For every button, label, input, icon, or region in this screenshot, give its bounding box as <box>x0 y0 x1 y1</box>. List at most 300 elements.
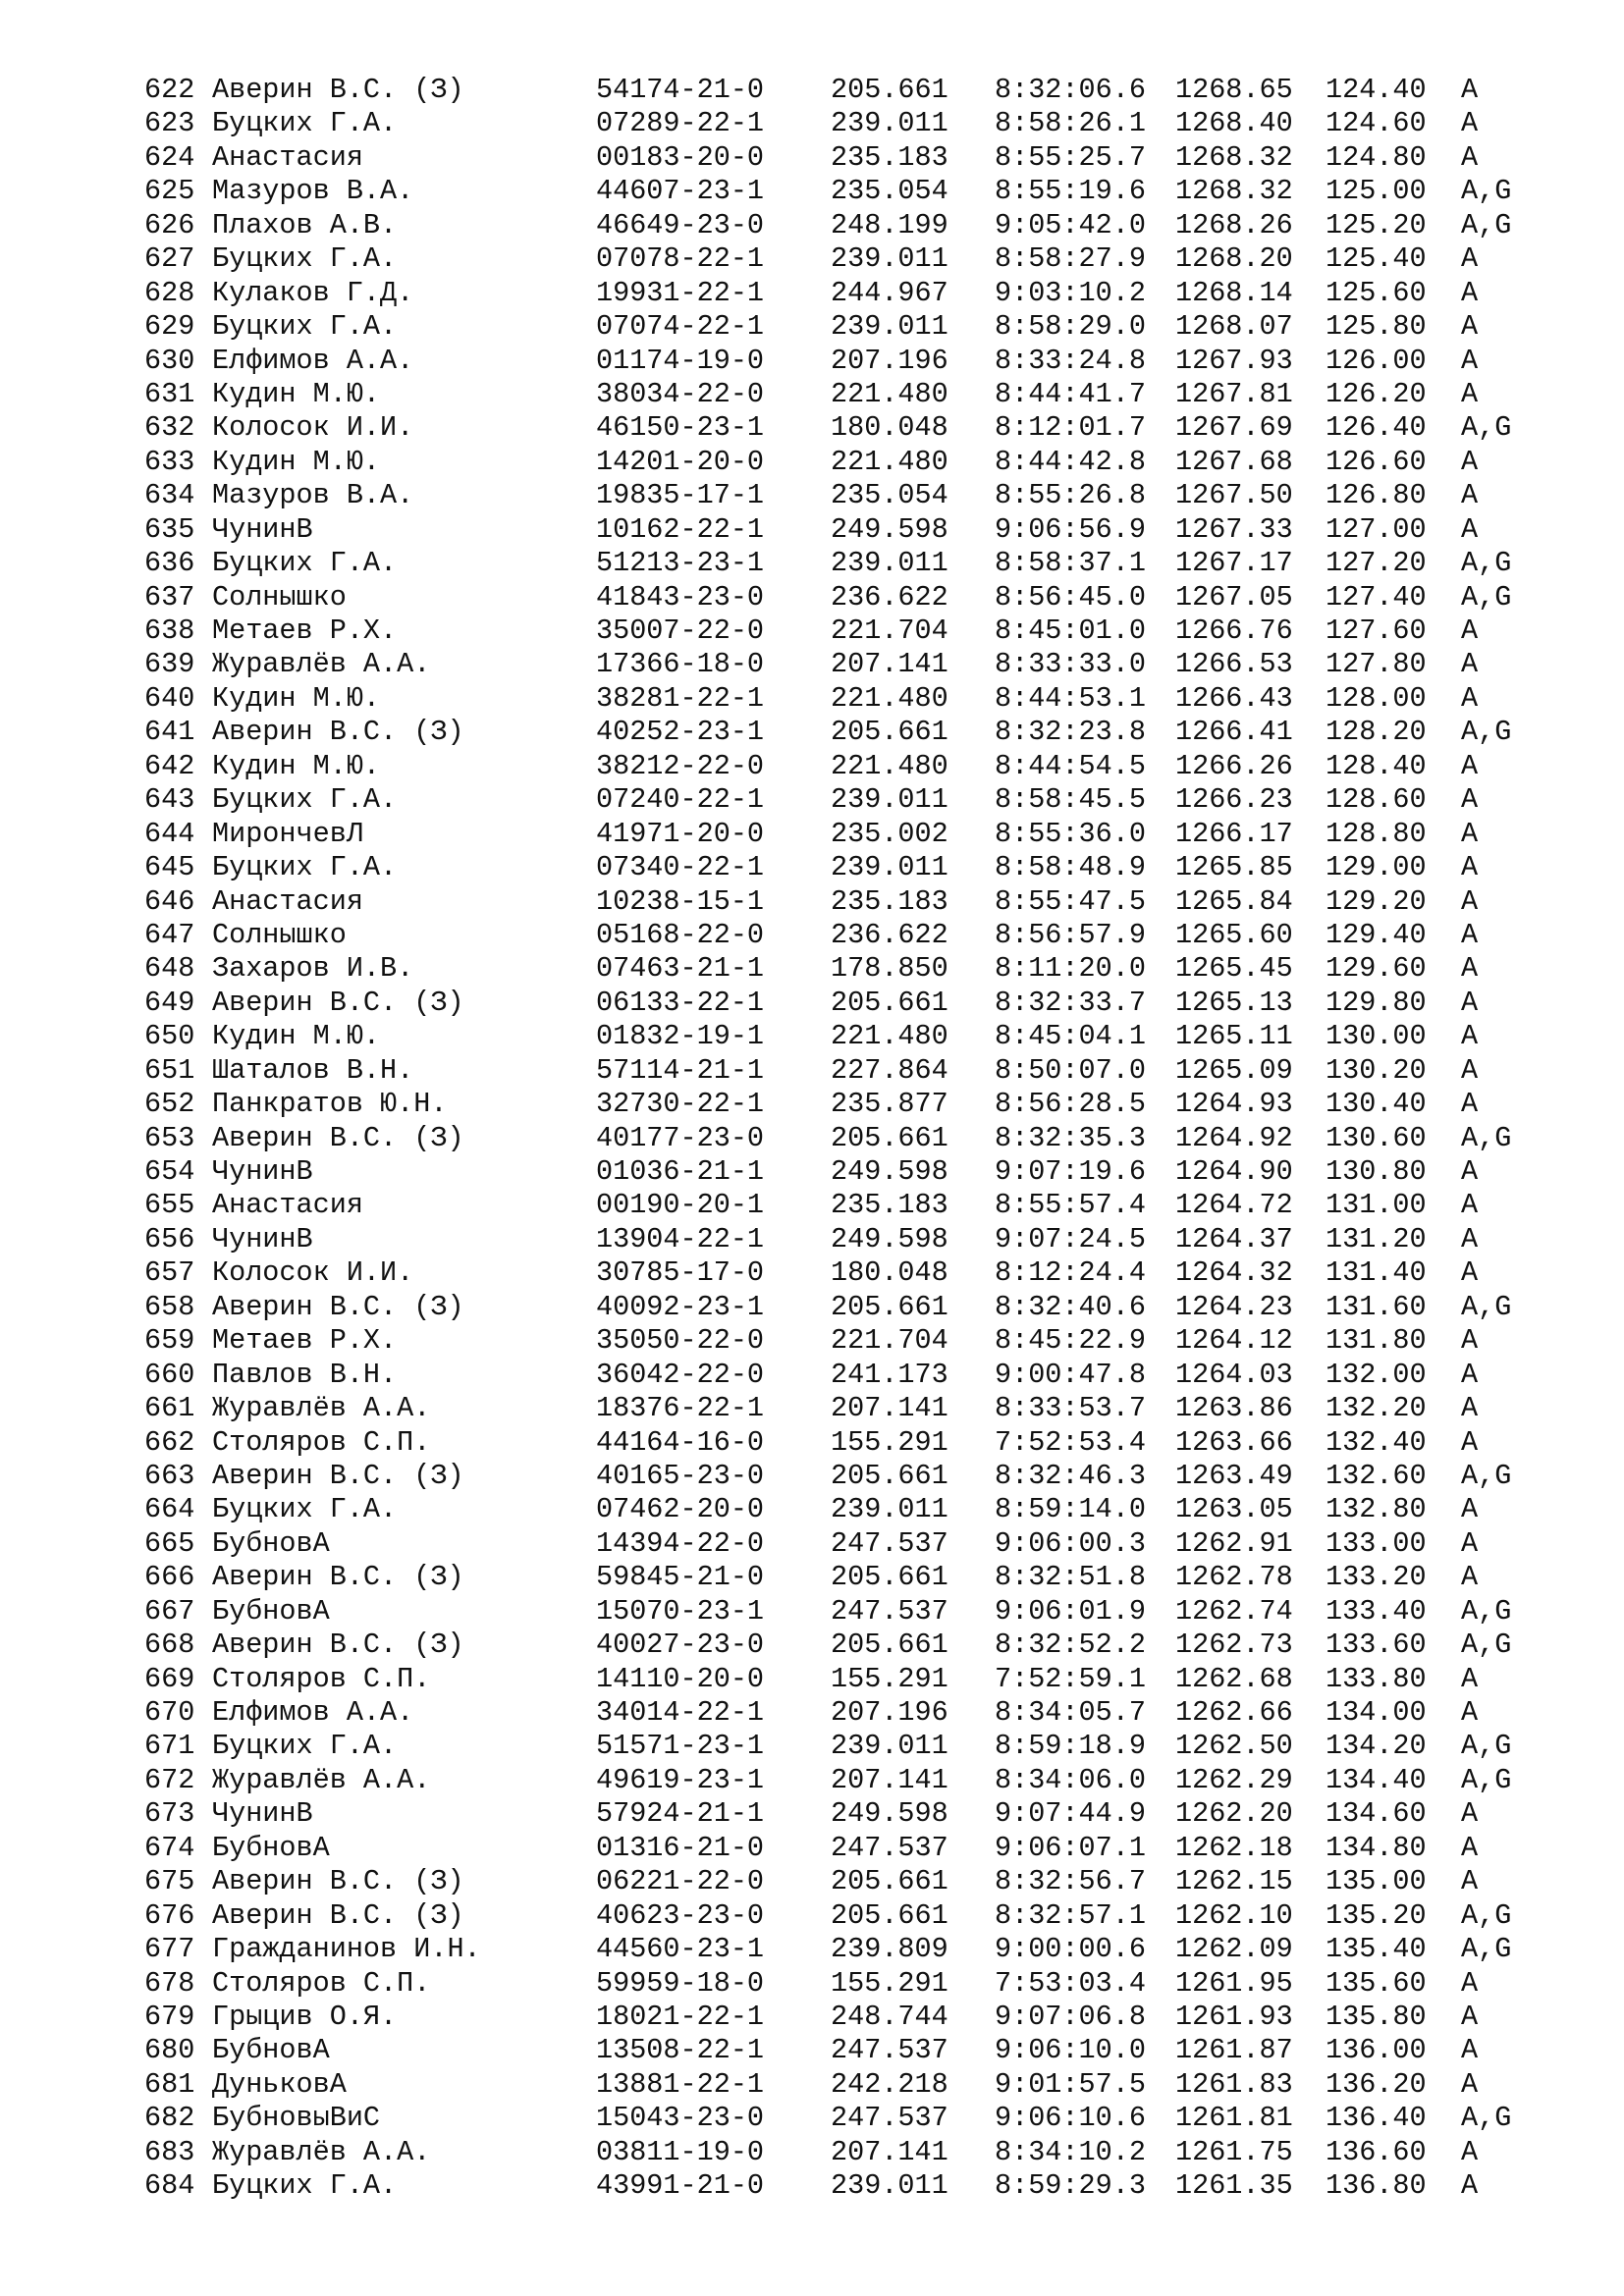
row-number: 668 <box>144 1629 195 1662</box>
arrival-time: 8:32:46.3 <box>995 1459 1146 1492</box>
points-value: 129.20 <box>1326 884 1427 918</box>
participant-name: БубновА <box>212 1594 330 1628</box>
distance-value: 249.598 <box>831 1155 948 1188</box>
speed-value: 1266.43 <box>1175 681 1293 715</box>
arrival-time: 8:45:01.0 <box>995 614 1146 647</box>
ring-number: 19931-22-1 <box>596 276 765 309</box>
flag-code: A <box>1461 1053 1479 1087</box>
speed-value: 1267.81 <box>1175 377 1293 410</box>
points-value: 126.40 <box>1326 411 1427 445</box>
row-number: 642 <box>144 749 195 782</box>
ring-number: 10162-22-1 <box>596 512 765 546</box>
speed-value: 1266.26 <box>1175 749 1293 782</box>
flag-code: A <box>1461 1425 1479 1459</box>
speed-value: 1268.65 <box>1175 74 1293 106</box>
participant-name: Журавлёв А.А. <box>212 648 431 681</box>
distance-value: 239.011 <box>831 242 948 276</box>
ring-number: 38034-22-0 <box>596 377 765 410</box>
flag-code: A,G <box>1461 1629 1512 1662</box>
ring-number: 41843-23-0 <box>596 580 765 614</box>
participant-name: Кудин М.Ю. <box>212 445 381 478</box>
ring-number: 13904-22-1 <box>596 1222 765 1255</box>
points-value: 134.20 <box>1326 1730 1427 1763</box>
speed-value: 1266.76 <box>1175 614 1293 647</box>
speed-value: 1267.68 <box>1175 445 1293 478</box>
row-number: 624 <box>144 140 195 174</box>
points-value: 126.60 <box>1326 445 1427 478</box>
participant-name: Журавлёв А.А. <box>212 1392 431 1425</box>
arrival-time: 8:58:37.1 <box>995 547 1146 580</box>
distance-value: 221.480 <box>831 681 948 715</box>
row-number: 665 <box>144 1526 195 1560</box>
participant-name: Аверин В.С. (З) <box>212 1561 464 1594</box>
points-value: 131.40 <box>1326 1256 1427 1290</box>
participant-name: Кудин М.Ю. <box>212 377 381 410</box>
distance-value: 180.048 <box>831 1256 948 1290</box>
speed-value: 1266.23 <box>1175 783 1293 817</box>
arrival-time: 8:12:01.7 <box>995 411 1146 445</box>
points-value: 126.80 <box>1326 479 1427 512</box>
speed-value: 1267.69 <box>1175 411 1293 445</box>
points-value: 133.60 <box>1326 1629 1427 1662</box>
ring-number: 10238-15-1 <box>596 884 765 918</box>
points-value: 135.60 <box>1326 1966 1427 2000</box>
speed-value: 1262.66 <box>1175 1696 1293 1729</box>
arrival-time: 8:34:05.7 <box>995 1696 1146 1729</box>
distance-value: 207.141 <box>831 1763 948 1796</box>
row-number: 632 <box>144 411 195 445</box>
flag-code: A <box>1461 681 1479 715</box>
flag-code: A,G <box>1461 1763 1512 1796</box>
row-number: 681 <box>144 2067 195 2101</box>
ring-number: 07462-20-0 <box>596 1493 765 1526</box>
arrival-time: 9:03:10.2 <box>995 276 1146 309</box>
ring-number: 40092-23-1 <box>596 1290 765 1323</box>
distance-value: 247.537 <box>831 1831 948 1864</box>
arrival-time: 8:32:51.8 <box>995 1561 1146 1594</box>
participant-name: Буцких Г.А. <box>212 242 398 276</box>
distance-value: 239.011 <box>831 107 948 140</box>
arrival-time: 8:58:48.9 <box>995 851 1146 884</box>
arrival-time: 8:59:29.3 <box>995 2169 1146 2203</box>
participant-name: Аверин В.С. (З) <box>212 1865 464 1898</box>
distance-value: 221.480 <box>831 1020 948 1053</box>
points-value: 131.80 <box>1326 1324 1427 1358</box>
speed-value: 1261.81 <box>1175 2102 1293 2135</box>
participant-name: Аверин В.С. (З) <box>212 1290 464 1323</box>
points-value: 136.60 <box>1326 2135 1427 2168</box>
flag-code: A <box>1461 1662 1479 1695</box>
arrival-time: 7:52:59.1 <box>995 1662 1146 1695</box>
distance-value: 242.218 <box>831 2067 948 2101</box>
arrival-time: 8:50:07.0 <box>995 1053 1146 1087</box>
arrival-time: 8:45:22.9 <box>995 1324 1146 1358</box>
speed-value: 1264.37 <box>1175 1222 1293 1255</box>
flag-code: A,G <box>1461 1730 1512 1763</box>
distance-value: 180.048 <box>831 411 948 445</box>
distance-value: 241.173 <box>831 1358 948 1391</box>
participant-name: Журавлёв А.А. <box>212 2135 431 2168</box>
ring-number: 15070-23-1 <box>596 1594 765 1628</box>
speed-value: 1261.35 <box>1175 2169 1293 2203</box>
speed-value: 1265.09 <box>1175 1053 1293 1087</box>
flag-code: A <box>1461 1324 1479 1358</box>
participant-name: БубновА <box>212 2034 330 2067</box>
speed-value: 1266.17 <box>1175 817 1293 850</box>
points-value: 136.20 <box>1326 2067 1427 2101</box>
arrival-time: 8:32:56.7 <box>995 1865 1146 1898</box>
row-number: 634 <box>144 479 195 512</box>
row-number: 673 <box>144 1797 195 1831</box>
flag-code: A <box>1461 2000 1479 2033</box>
distance-value: 178.850 <box>831 952 948 986</box>
row-number: 644 <box>144 817 195 850</box>
points-value: 128.60 <box>1326 783 1427 817</box>
flag-code: A <box>1461 107 1479 140</box>
points-value: 128.80 <box>1326 817 1427 850</box>
points-value: 133.40 <box>1326 1594 1427 1628</box>
points-value: 136.80 <box>1326 2169 1427 2203</box>
participant-name: Елфимов А.А. <box>212 344 414 377</box>
ring-number: 15043-23-0 <box>596 2102 765 2135</box>
flag-code: A,G <box>1461 208 1512 241</box>
points-value: 131.00 <box>1326 1189 1427 1222</box>
points-value: 126.20 <box>1326 377 1427 410</box>
row-number: 654 <box>144 1155 195 1188</box>
arrival-time: 9:07:06.8 <box>995 2000 1146 2033</box>
participant-name: Метаев Р.Х. <box>212 1324 398 1358</box>
flag-code: A <box>1461 783 1479 817</box>
points-value: 132.80 <box>1326 1493 1427 1526</box>
ring-number: 35050-22-0 <box>596 1324 765 1358</box>
ring-number: 40177-23-0 <box>596 1121 765 1154</box>
distance-value: 236.622 <box>831 918 948 951</box>
participant-name: МирончевЛ <box>212 817 363 850</box>
points-value: 128.20 <box>1326 716 1427 749</box>
distance-value: 239.011 <box>831 1493 948 1526</box>
flag-code: A <box>1461 1831 1479 1864</box>
speed-value: 1264.32 <box>1175 1256 1293 1290</box>
ring-number: 41971-20-0 <box>596 817 765 850</box>
arrival-time: 8:59:14.0 <box>995 1493 1146 1526</box>
arrival-time: 8:33:24.8 <box>995 344 1146 377</box>
arrival-time: 8:55:47.5 <box>995 884 1146 918</box>
speed-value: 1265.45 <box>1175 952 1293 986</box>
arrival-time: 8:56:57.9 <box>995 918 1146 951</box>
row-number: 660 <box>144 1358 195 1391</box>
row-number: 674 <box>144 1831 195 1864</box>
distance-value: 205.661 <box>831 1290 948 1323</box>
flag-code: A,G <box>1461 1898 1512 1932</box>
arrival-time: 8:11:20.0 <box>995 952 1146 986</box>
ring-number: 38212-22-0 <box>596 749 765 782</box>
speed-value: 1262.18 <box>1175 1831 1293 1864</box>
ring-number: 44164-16-0 <box>596 1425 765 1459</box>
participant-name: Аверин В.С. (З) <box>212 1459 464 1492</box>
flag-code: A,G <box>1461 175 1512 208</box>
speed-value: 1264.92 <box>1175 1121 1293 1154</box>
participant-name: Аверин В.С. (З) <box>212 1121 464 1154</box>
ring-number: 00190-20-1 <box>596 1189 765 1222</box>
row-number: 671 <box>144 1730 195 1763</box>
participant-name: Колосок И.И. <box>212 1256 414 1290</box>
participant-name: Грыцив О.Я. <box>212 2000 398 2033</box>
flag-code: A <box>1461 1020 1479 1053</box>
arrival-time: 8:12:24.4 <box>995 1256 1146 1290</box>
participant-name: Кудин М.Ю. <box>212 749 381 782</box>
participant-name: Плахов А.В. <box>212 208 398 241</box>
distance-value: 205.661 <box>831 986 948 1019</box>
flag-code: A <box>1461 1358 1479 1391</box>
flag-code: A <box>1461 1561 1479 1594</box>
points-value: 134.60 <box>1326 1797 1427 1831</box>
flag-code: A <box>1461 2067 1479 2101</box>
flag-code: A <box>1461 952 1479 986</box>
row-number: 641 <box>144 716 195 749</box>
points-value: 125.00 <box>1326 175 1427 208</box>
flag-code: A <box>1461 749 1479 782</box>
row-number: 643 <box>144 783 195 817</box>
arrival-time: 8:32:06.6 <box>995 74 1146 106</box>
row-number: 658 <box>144 1290 195 1323</box>
distance-value: 205.661 <box>831 1121 948 1154</box>
flag-code: A <box>1461 1696 1479 1729</box>
participant-name: Кудин М.Ю. <box>212 681 381 715</box>
participant-name: Кудин М.Ю. <box>212 1020 381 1053</box>
arrival-time: 9:00:00.6 <box>995 1933 1146 1966</box>
ring-number: 18021-22-1 <box>596 2000 765 2033</box>
flag-code: A <box>1461 1797 1479 1831</box>
distance-value: 235.002 <box>831 817 948 850</box>
row-number: 640 <box>144 681 195 715</box>
row-number: 633 <box>144 445 195 478</box>
flag-code: A <box>1461 817 1479 850</box>
row-number: 631 <box>144 377 195 410</box>
distance-value: 239.011 <box>831 547 948 580</box>
row-number: 677 <box>144 1933 195 1966</box>
speed-value: 1268.40 <box>1175 107 1293 140</box>
ring-number: 32730-22-1 <box>596 1088 765 1121</box>
speed-value: 1261.87 <box>1175 2034 1293 2067</box>
ring-number: 34014-22-1 <box>596 1696 765 1729</box>
flag-code: A <box>1461 1222 1479 1255</box>
ring-number: 07289-22-1 <box>596 107 765 140</box>
row-number: 637 <box>144 580 195 614</box>
row-number: 627 <box>144 242 195 276</box>
arrival-time: 8:55:36.0 <box>995 817 1146 850</box>
row-number: 653 <box>144 1121 195 1154</box>
ring-number: 38281-22-1 <box>596 681 765 715</box>
distance-value: 249.598 <box>831 1797 948 1831</box>
ring-number: 40165-23-0 <box>596 1459 765 1492</box>
ring-number: 07078-22-1 <box>596 242 765 276</box>
flag-code: A,G <box>1461 1121 1512 1154</box>
row-number: 678 <box>144 1966 195 2000</box>
points-value: 131.60 <box>1326 1290 1427 1323</box>
speed-value: 1262.73 <box>1175 1629 1293 1662</box>
speed-value: 1265.84 <box>1175 884 1293 918</box>
arrival-time: 8:32:57.1 <box>995 1898 1146 1932</box>
participant-name: Павлов В.Н. <box>212 1358 398 1391</box>
ring-number: 19835-17-1 <box>596 479 765 512</box>
row-number: 655 <box>144 1189 195 1222</box>
ring-number: 51571-23-1 <box>596 1730 765 1763</box>
arrival-time: 8:33:53.7 <box>995 1392 1146 1425</box>
participant-name: Столяров С.П. <box>212 1662 431 1695</box>
participant-name: Столяров С.П. <box>212 1966 431 2000</box>
participant-name: ЧунинВ <box>212 512 313 546</box>
row-number: 684 <box>144 2169 195 2203</box>
distance-value: 205.661 <box>831 74 948 106</box>
ring-number: 00183-20-0 <box>596 140 765 174</box>
arrival-time: 8:44:42.8 <box>995 445 1146 478</box>
points-value: 124.40 <box>1326 74 1427 106</box>
participant-name: Колосок И.И. <box>212 411 414 445</box>
flag-code: A,G <box>1461 411 1512 445</box>
speed-value: 1268.32 <box>1175 175 1293 208</box>
points-value: 127.00 <box>1326 512 1427 546</box>
points-value: 124.60 <box>1326 107 1427 140</box>
points-value: 133.00 <box>1326 1526 1427 1560</box>
speed-value: 1264.23 <box>1175 1290 1293 1323</box>
ring-number: 14110-20-0 <box>596 1662 765 1695</box>
distance-value: 221.480 <box>831 377 948 410</box>
distance-value: 221.480 <box>831 749 948 782</box>
participant-name: Панкратов Ю.Н. <box>212 1088 448 1121</box>
ring-number: 40252-23-1 <box>596 716 765 749</box>
flag-code: A <box>1461 986 1479 1019</box>
arrival-time: 8:55:25.7 <box>995 140 1146 174</box>
arrival-time: 8:33:33.0 <box>995 648 1146 681</box>
participant-name: Метаев Р.Х. <box>212 614 398 647</box>
speed-value: 1262.15 <box>1175 1865 1293 1898</box>
flag-code: A,G <box>1461 1933 1512 1966</box>
row-number: 656 <box>144 1222 195 1255</box>
participant-name: ДуньковА <box>212 2067 347 2101</box>
row-number: 647 <box>144 918 195 951</box>
arrival-time: 9:06:10.0 <box>995 2034 1146 2067</box>
distance-value: 239.011 <box>831 783 948 817</box>
arrival-time: 8:32:35.3 <box>995 1121 1146 1154</box>
participant-name: Буцких Г.А. <box>212 547 398 580</box>
row-number: 659 <box>144 1324 195 1358</box>
distance-value: 221.704 <box>831 1324 948 1358</box>
arrival-time: 8:34:10.2 <box>995 2135 1146 2168</box>
ring-number: 01832-19-1 <box>596 1020 765 1053</box>
arrival-time: 9:05:42.0 <box>995 208 1146 241</box>
speed-value: 1262.74 <box>1175 1594 1293 1628</box>
row-number: 649 <box>144 986 195 1019</box>
speed-value: 1266.41 <box>1175 716 1293 749</box>
participant-name: Мазуров В.А. <box>212 479 414 512</box>
row-number: 651 <box>144 1053 195 1087</box>
row-number: 650 <box>144 1020 195 1053</box>
row-number: 648 <box>144 952 195 986</box>
distance-value: 239.011 <box>831 2169 948 2203</box>
flag-code: A,G <box>1461 1290 1512 1323</box>
distance-value: 239.011 <box>831 851 948 884</box>
speed-value: 1262.68 <box>1175 1662 1293 1695</box>
speed-value: 1261.83 <box>1175 2067 1293 2101</box>
points-value: 129.60 <box>1326 952 1427 986</box>
ring-number: 49619-23-1 <box>596 1763 765 1796</box>
flag-code: A <box>1461 74 1479 106</box>
arrival-time: 9:00:47.8 <box>995 1358 1146 1391</box>
points-value: 125.60 <box>1326 276 1427 309</box>
points-value: 128.40 <box>1326 749 1427 782</box>
participant-name: Буцких Г.А. <box>212 2169 398 2203</box>
participant-name: БубновА <box>212 1526 330 1560</box>
points-value: 129.00 <box>1326 851 1427 884</box>
arrival-time: 8:58:29.0 <box>995 310 1146 344</box>
points-value: 134.00 <box>1326 1696 1427 1729</box>
arrival-time: 7:53:03.4 <box>995 1966 1146 2000</box>
participant-name: Буцких Г.А. <box>212 1493 398 1526</box>
row-number: 646 <box>144 884 195 918</box>
arrival-time: 8:44:41.7 <box>995 377 1146 410</box>
ring-number: 05168-22-0 <box>596 918 765 951</box>
arrival-time: 8:55:26.8 <box>995 479 1146 512</box>
ring-number: 01316-21-0 <box>596 1831 765 1864</box>
participant-name: Столяров С.П. <box>212 1425 431 1459</box>
flag-code: A <box>1461 1865 1479 1898</box>
speed-value: 1261.93 <box>1175 2000 1293 2033</box>
row-number: 666 <box>144 1561 195 1594</box>
flag-code: A <box>1461 512 1479 546</box>
row-number: 636 <box>144 547 195 580</box>
arrival-time: 9:07:19.6 <box>995 1155 1146 1188</box>
flag-code: A <box>1461 310 1479 344</box>
ring-number: 07463-21-1 <box>596 952 765 986</box>
distance-value: 205.661 <box>831 716 948 749</box>
flag-code: A <box>1461 614 1479 647</box>
participant-name: Солнышко <box>212 580 347 614</box>
row-number: 664 <box>144 1493 195 1526</box>
ring-number: 06221-22-0 <box>596 1865 765 1898</box>
ring-number: 59959-18-0 <box>596 1966 765 2000</box>
row-number: 669 <box>144 1662 195 1695</box>
speed-value: 1264.03 <box>1175 1358 1293 1391</box>
participant-name: Аверин В.С. (З) <box>212 74 464 106</box>
participant-name: Аверин В.С. (З) <box>212 1629 464 1662</box>
ring-number: 40623-23-0 <box>596 1898 765 1932</box>
arrival-time: 9:06:00.3 <box>995 1526 1146 1560</box>
points-value: 134.80 <box>1326 1831 1427 1864</box>
ring-number: 46150-23-1 <box>596 411 765 445</box>
row-number: 638 <box>144 614 195 647</box>
row-number: 676 <box>144 1898 195 1932</box>
speed-value: 1262.10 <box>1175 1898 1293 1932</box>
arrival-time: 8:58:26.1 <box>995 107 1146 140</box>
participant-name: Журавлёв А.А. <box>212 1763 431 1796</box>
arrival-time: 8:32:40.6 <box>995 1290 1146 1323</box>
participant-name: Буцких Г.А. <box>212 851 398 884</box>
ring-number: 01036-21-1 <box>596 1155 765 1188</box>
distance-value: 205.661 <box>831 1629 948 1662</box>
flag-code: A <box>1461 2169 1479 2203</box>
speed-value: 1264.93 <box>1175 1088 1293 1121</box>
points-value: 132.60 <box>1326 1459 1427 1492</box>
speed-value: 1265.60 <box>1175 918 1293 951</box>
row-number: 629 <box>144 310 195 344</box>
ring-number: 44560-23-1 <box>596 1933 765 1966</box>
points-value: 135.00 <box>1326 1865 1427 1898</box>
row-number: 645 <box>144 851 195 884</box>
flag-code: A,G <box>1461 716 1512 749</box>
ring-number: 13508-22-1 <box>596 2034 765 2067</box>
row-number: 682 <box>144 2102 195 2135</box>
points-value: 129.80 <box>1326 986 1427 1019</box>
